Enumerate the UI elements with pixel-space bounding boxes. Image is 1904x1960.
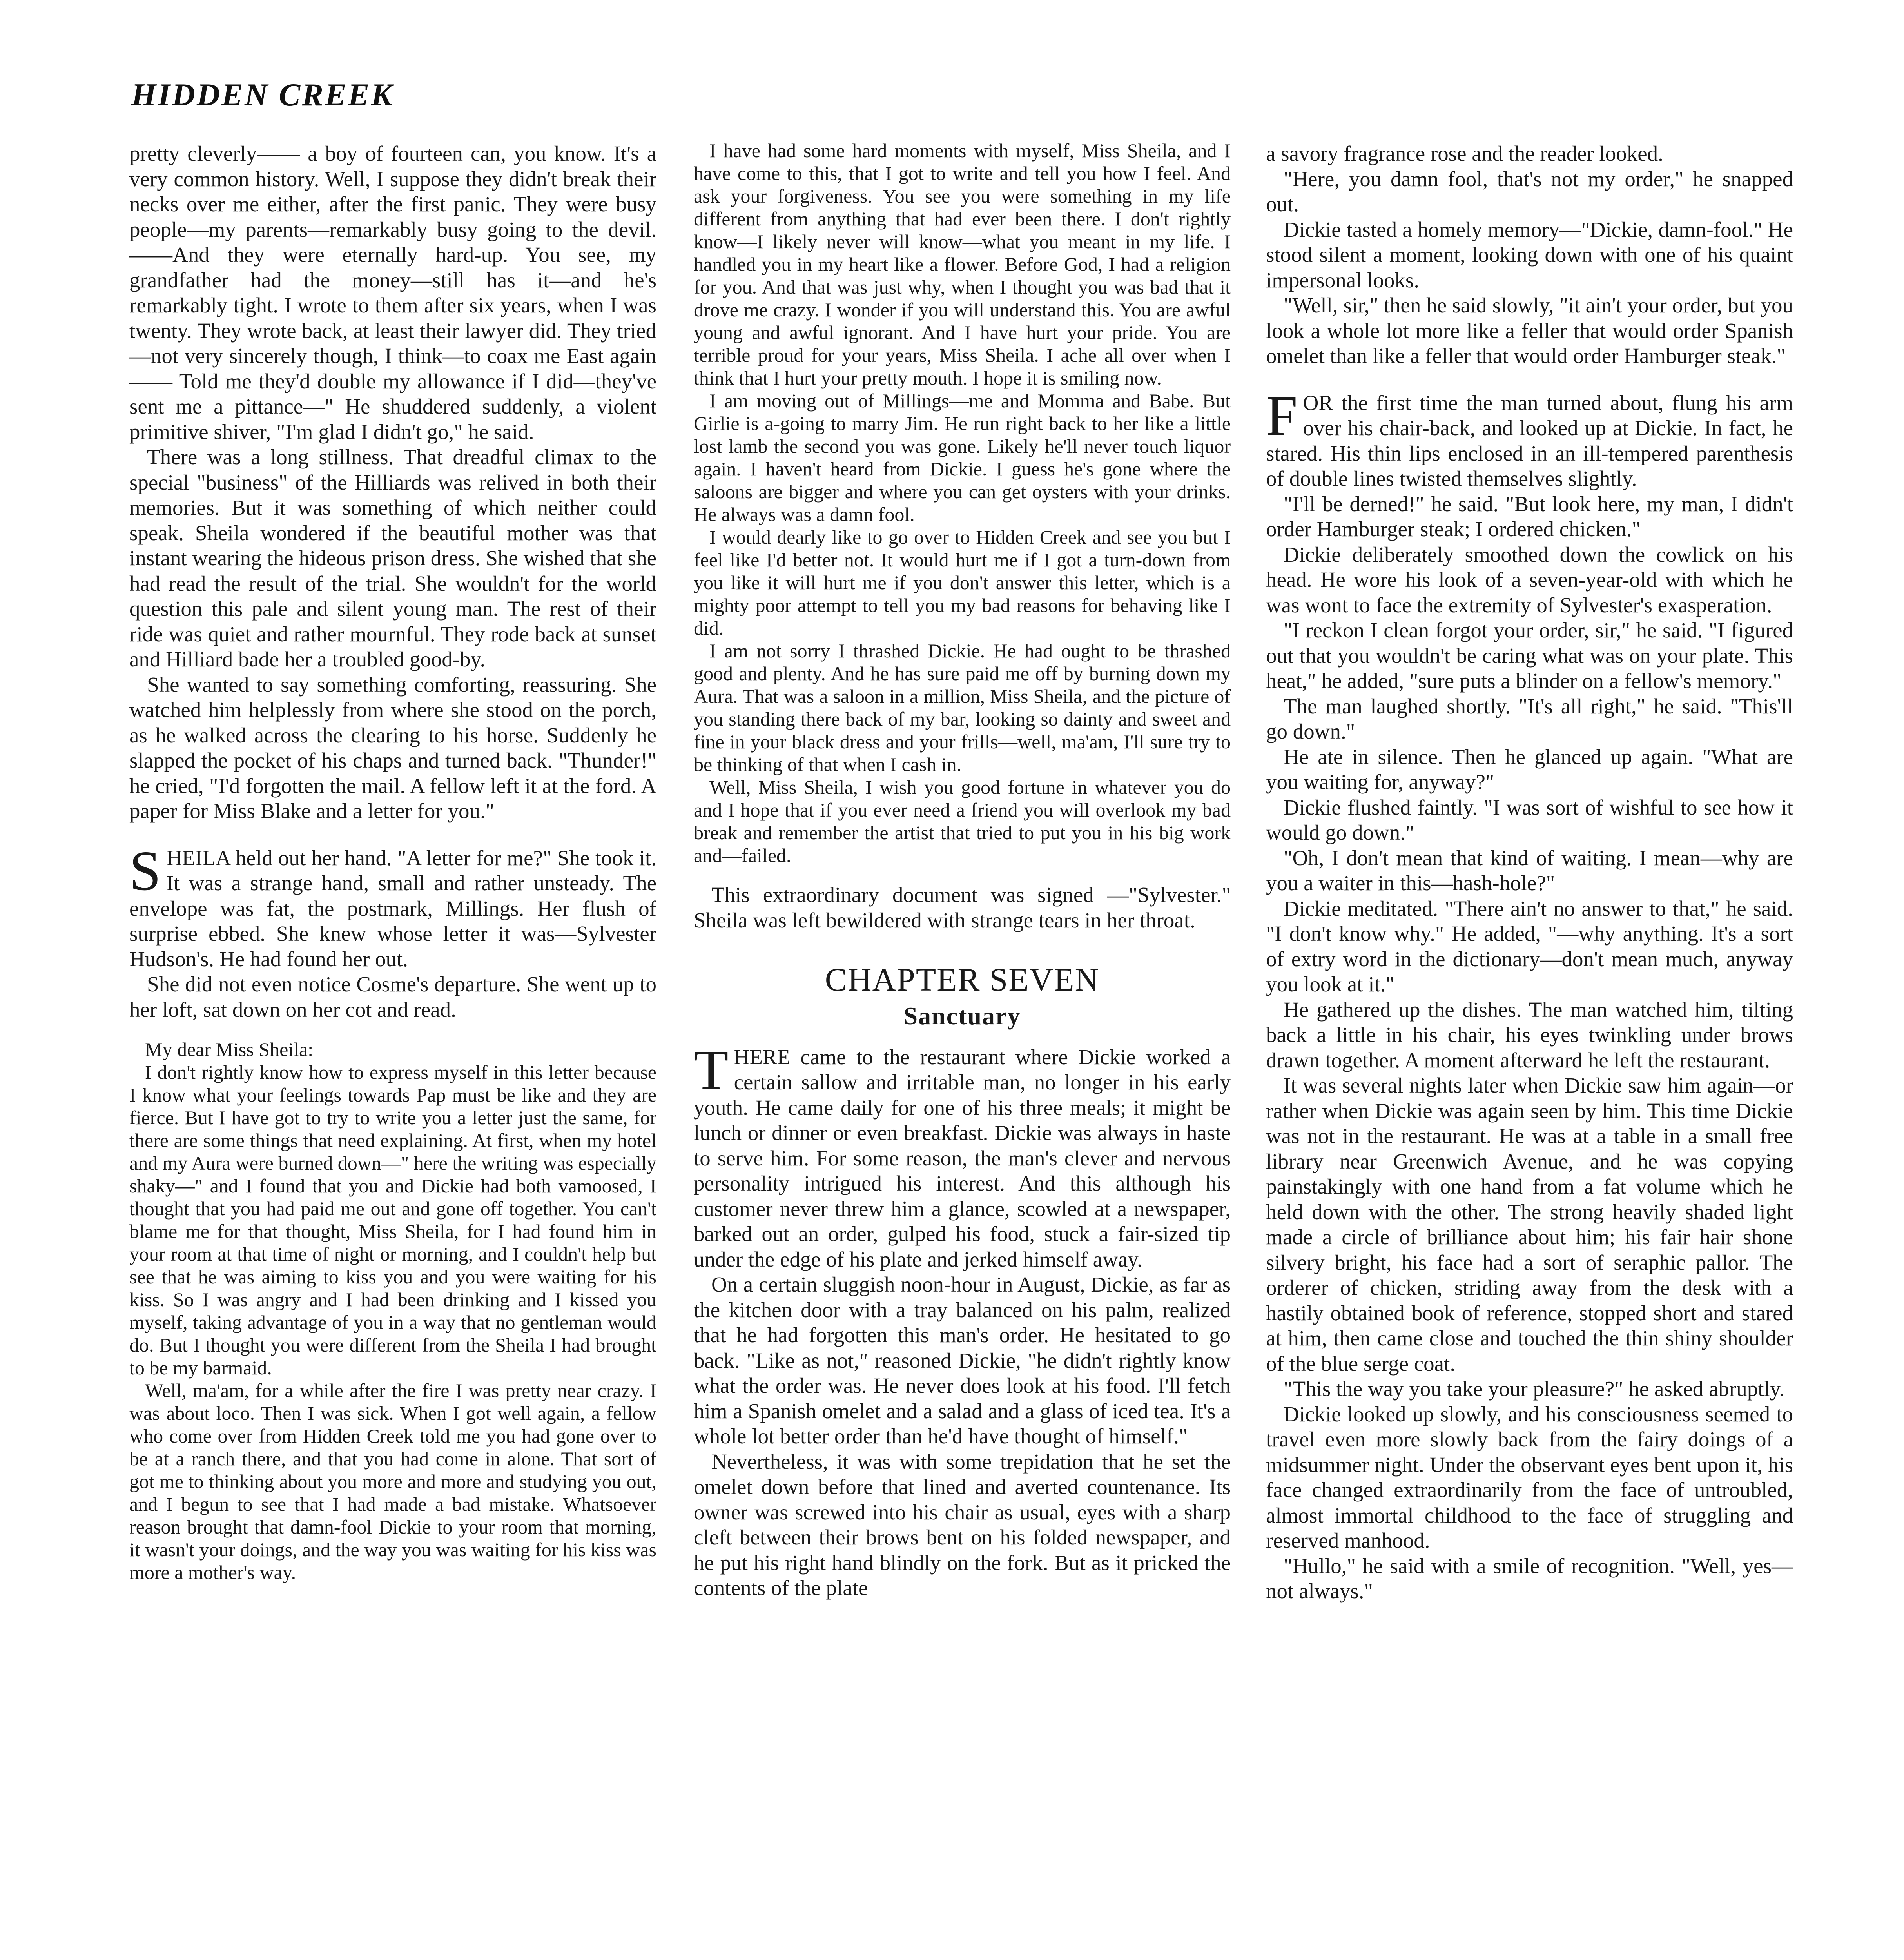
paragraph: He gathered up the dishes. The man watched him, tilting back a little in his chair, his eyes twinkling under brows drawn together. A moment afterward he left the restaurant. — [1266, 997, 1793, 1072]
paragraph: Dickie meditated. "There ain't no answer to that," he said. "I don't know why." He added, "—why anything. It's a sort of extry word in the dictionary—don't mean much, anyway you look at it." — [1266, 896, 1793, 996]
dropcap-paragraph — [694, 1038, 1231, 1272]
letter-paragraph: I would dearly like to go over to Hidden Creek and see you but I feel like I'd better not. It would hurt me if I got a turn-down from you like it will hurt me if you don't answer this letter, which is a mighty poor attempt to tell you my bad reasons for behaving like I did. — [694, 526, 1231, 639]
paragraph: Dickie tasted a homely memory—"Dickie, damn-fool." He stood silent a moment, looking down with one of his quaint impersonal looks. — [1266, 217, 1793, 292]
paragraph: On a certain sluggish noon-hour in August, Dickie, as far as the kitchen door with a tray balanced on his palm, realized that he had forgotten this man's order. He hesitated to go back. "Like as not," reasoned Dickie, "he didn't rightly know what the order was. He never does look at his food. I'll fetch him a Spanish omelet and a salad and a glass of iced tea. It's a whole lot better order than he'd have thought of himself." — [694, 1272, 1231, 1448]
running-title: HIDDEN CREEK — [131, 77, 394, 113]
paragraph: Nevertheless, it was with some trepidation that he set the omelet down before that lined and averted countenance. Its owner was screwed into his chair as usual, eyes with a sharp cleft between their brows bent on his folded newspaper, and he put his right hand blindly on the fork. But as it pricked the contents of the plate — [694, 1449, 1231, 1600]
column-1 — [129, 141, 656, 1584]
dropcap-text: OR the first time the man turned about, flung his arm over his chair-back, and looked up at Dickie. In fact, he stared. His thin lips enclosed in an ill-tempered parenthesis of double lines twisted themselves slightly. — [1266, 390, 1793, 490]
paragraph: Dickie deliberately smoothed down the cowlick on his head. He wore his look of a seven-year-old with which he was wont to face the extremity of Sylvester's exasperation. — [1266, 542, 1793, 617]
letter-paragraph: I have had some hard moments with myself, Miss Sheila, and I have come to this, that I got to write and tell you how I feel. And ask your forgiveness. You see you were something in my life different from anything that had ever been there. I don't rightly know—I likely never will know—what you meant in my life. I handled you in my heart like a flower. Before God, I had a religion for you. And that was just why, when I thought you was bad that it drove me crazy. I wonder if you will understand this. You are awful young and awful ignorant. And I have hurt your pride. You are terrible proud for your years, Miss Sheila. I ache all over when I think that I hurt your pretty mouth. I hope it is smiling now. — [694, 140, 1231, 389]
column-2 — [694, 139, 1231, 1601]
letter-salutation: My dear Miss Sheila: — [145, 1038, 314, 1060]
dropcap: S — [129, 839, 161, 902]
letter-paragraph: I am moving out of Millings—me and Momma and Babe. But Girlie is a-going to marry Jim. He run right back to her like a little lost lamb the second you was gone. Likely he'll never touch liquor again. I haven't heard from Dickie. I guess he's gone where the saloons are bigger and where you can get oysters with your drinks. He always was a damn fool. — [694, 390, 1231, 525]
column-3 — [1266, 141, 1793, 1604]
paragraph: The man laughed shortly. "It's all right," he said. "This'll go down." — [1266, 694, 1793, 743]
paragraph: She did not even notice Cosme's departure. She went up to her loft, sat down on her cot and read. — [129, 972, 656, 1022]
paragraph: "I'll be derned!" he said. "But look here, my man, I didn't order Hamburger steak; I ordered chicken." — [1266, 492, 1793, 541]
chapter-subtitle: Sanctuary — [903, 1002, 1021, 1030]
chapter-title: CHAPTER SEVEN — [825, 962, 1100, 998]
paragraph: "Oh, I don't mean that kind of waiting. I mean—why are you a waiter in this—hash-hole?" — [1266, 846, 1793, 895]
letter-paragraph: Well, ma'am, for a while after the fire I was pretty near crazy. I was about loco. Then I was sick. When I got well again, a fellow who come over from Hidden Creek told me you had gone over to be at a ranch there, and that you had come in alone. That sort of got me to thinking about you more and more and studying you out, and I begun to see that I had made a bad mistake. Whatsoever reason brought that damn-fool Dickie to your room that morning, it wasn't your doings, and the way you was waiting for his kiss was more a mother's way. — [129, 1379, 656, 1583]
paragraph: "Here, you damn fool, that's not my order," he snapped out. — [1266, 167, 1793, 216]
paragraph: Dickie flushed faintly. "I was sort of wishful to see how it would go down." — [1266, 795, 1793, 844]
dropcap-text: HERE came to the restaurant where Dickie worked a certain sallow and irritable man, no longer in his early youth. He came daily for one of his three meals; it might be lunch or dinner or even breakfast. Dickie was always in haste to serve him. For some reason, the man's clever and nervous personality intrigued his interest. And this although his customer never threw him a glance, scowled at a newspaper, barked out an order, gulped his food, stuck a fair-sized tip under the edge of his plate and jerked himself away. — [694, 1045, 1231, 1271]
paragraph: "I reckon I clean forgot your order, sir," he said. "I figured out that you wouldn't be caring what was on your plate. This heat," he added, "sure puts a blinder on a fellow's memory." — [1266, 618, 1793, 693]
letter-paragraph: I am not sorry I thrashed Dickie. He had ought to be thrashed good and plenty. And he has sure paid me off by burning down my Aura. That was a saloon in a million, Miss Sheila, and the picture of you standing there back of my bar, looking so dainty and sweet and fine in your black dress and your frills—well, ma'am, I'll sure try to be thinking of that when I cash in. — [694, 640, 1231, 775]
dropcap: F — [1266, 384, 1298, 447]
paragraph: This extraordinary document was signed —"Sylvester." Sheila was left bewildered with strange tears in her throat. — [694, 883, 1231, 932]
paragraph: There was a long stillness. That dreadful climax to the special "business" of the Hilliards was relived in both their memories. But it was something of which neither could speak. Sheila wondered if the beautiful mother was that instant wearing the hideous prison dress. She wished that she had read the result of the trial. She wouldn't for the world question this pale and silent young man. The rest of their ride was quiet and rather mournful. They rode back at sunset and Hilliard bade her a troubled good-by. — [129, 445, 656, 671]
letter-paragraph: Well, Miss Sheila, I wish you good fortune in whatever you do and I hope that if you ever need a friend you will overlook my bad break and remember the artist that tried to put you in his big work and—failed. — [694, 776, 1231, 866]
paragraph: It was several nights later when Dickie saw him again—or rather when Dickie was again seen by him. This time Dickie was not in the restaurant. He was at a table in a small free library near Greenwich Avenue, and he was copying painstakingly with one hand from a fat volume which he held down with the other. The strong heavily shaded light made a circle of brilliance about him; his fair hair shone silvery bright, his face had a sort of seraphic pallor. The orderer of chicken, striding away from the desk with a hastily obtained book of reference, stopped short and stared at him, then came close and touched the thin shiny shoulder of the blue serge coat. — [1266, 1073, 1793, 1376]
dropcap: T — [694, 1038, 729, 1102]
letter-text — [694, 139, 1231, 867]
paragraph: "Well, sir," then he said slowly, "it ain't your order, but you look a whole lot more like a feller that would order Spanish omelet than like a feller that would order Hamburger steak." — [1266, 293, 1793, 368]
paragraph: a savory fragrance rose and the reader looked. — [1266, 142, 1663, 165]
paragraph: Dickie looked up slowly, and his consciousness seemed to travel even more slowly back from the fairy doings of a midsummer night. Under the observant eyes bent upon it, his face changed extraordinarily from the face of untroubled, almost immortal childhood to the face of struggling and reserved manhood. — [1266, 1402, 1793, 1552]
letter-paragraph: I don't rightly know how to express myself in this letter because I know what your feelings towards Pap must be like and they are fierce. But I have got to try to write you a letter just the same, for there are some things that need explaining. At first, when my hotel and my Aura were burned down—" here the writing was especially shaky—" and I found that you and Dickie had both vamoosed, I thought that you had paid me out and gone off together. You can't blame me for that thought, Miss Sheila, for I had found him in your room at that time of night or morning, and I couldn't help but see that he was aiming to kiss you and you were waiting for his kiss. So I was angry and I had been drinking and I kissed you myself, taking advantage of you in a way that no gentleman would do. But I thought you were different from the Sheila I had brought to be my barmaid. — [129, 1061, 656, 1379]
dropcap-text: HEILA held out her hand. "A letter for me?" She took it. It was a strange hand, small and rather unsteady. The envelope was fat, the postmark, Millings. Her flush of surprise ebbed. She knew whose letter it was—Sylvester Hudson's. He had found her out. — [129, 846, 656, 971]
letter-text — [129, 1038, 656, 1584]
paragraph: He ate in silence. Then he glanced up again. "What are you waiting for, anyway?" — [1266, 744, 1793, 794]
paragraph: "Hullo," he said with a smile of recognition. "Well, yes—not always." — [1266, 1553, 1793, 1603]
dropcap-paragraph — [1266, 384, 1793, 492]
paragraph: She wanted to say something comforting, reassuring. She watched him helplessly from where she stood on the porch, as he walked across the clearing to his horse. Suddenly he slapped the pocket of his chaps and turned back. "Thunder!" he cried, "I'd forgotten the mail. A fellow left it at the ford. A paper for Miss Blake and a letter for you." — [129, 672, 656, 823]
paragraph: "This the way you take your pleasure?" he asked abruptly. — [1284, 1377, 1785, 1401]
dropcap-paragraph — [129, 839, 656, 972]
paragraph: pretty cleverly—— a boy of fourteen can, you know. It's a very common history. Well, I suppose they didn't break their necks over me either, after the first panic. They were busy people—my parents—remarkably busy going to the devil. ——And they were eternally hard-up. You see, my grandfather had the money—still has it—and he's remarkably tight. I wrote to them after six years, when I was twenty. They wrote back, at least their lawyer did. They tried—not very sincerely though, I think—to coax me East again—— Told me they'd double my allowance if I did—they've sent me a pittance—" He shuddered suddenly, a violent primitive shiver, "I'm glad I didn't go," he said. — [129, 142, 656, 444]
